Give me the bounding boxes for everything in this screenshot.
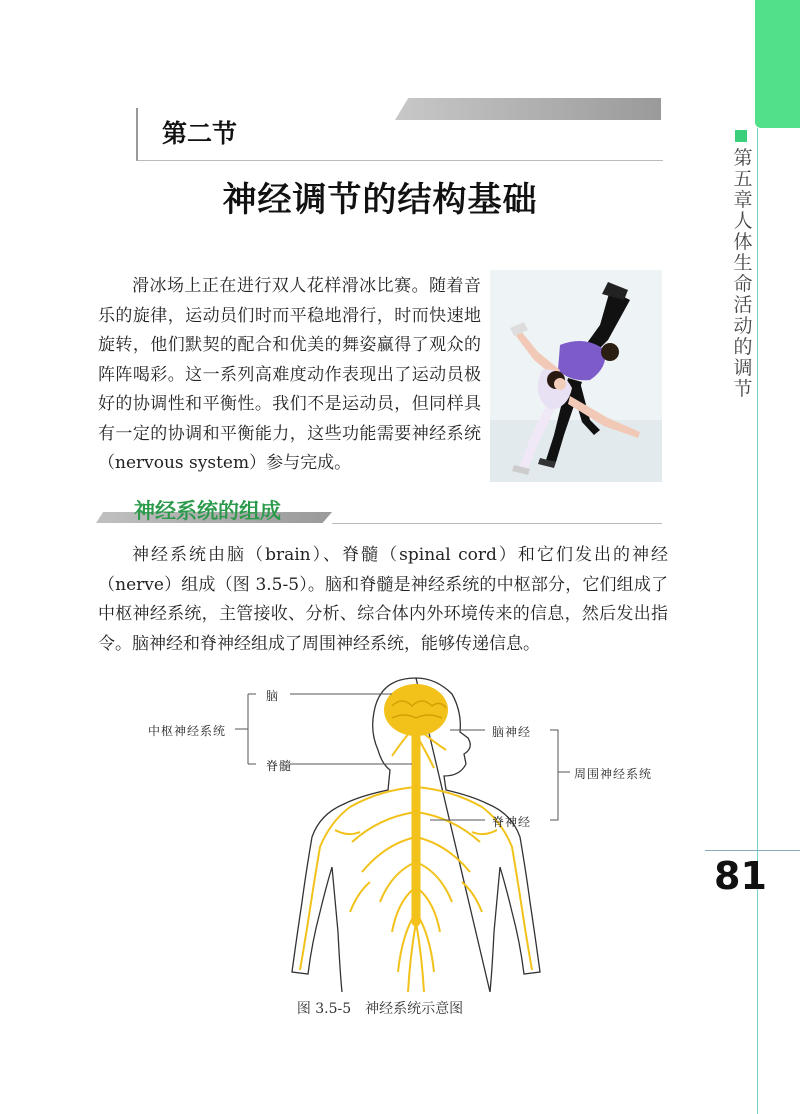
- figure-caption: 图 3.5-5 神经系统示意图: [296, 1001, 464, 1017]
- spinal-cord-label: 脊髓: [266, 759, 293, 773]
- margin-rule: [757, 128, 758, 1114]
- subsection-title: 神经系统的组成: [134, 499, 281, 523]
- cns-label: 中枢神经系统: [148, 724, 227, 738]
- section-label: 第二节: [162, 119, 238, 148]
- spinal-nerve-label: 脊神经: [492, 815, 532, 829]
- figure-skating-photo: [490, 270, 662, 482]
- chapter-marker-icon: [735, 130, 747, 142]
- brain-label: 脑: [266, 689, 280, 703]
- subsection-heading: [96, 495, 662, 529]
- cranial-nerve-label: 脑神经: [492, 725, 532, 739]
- intro-paragraph: 滑冰场上正在进行双人花样滑冰比赛。随着音乐的旋律，运动员们时而平稳地滑行，时而快速地旋转，他们默契的配合和优美的舞姿赢得了观众的阵阵喝彩。这一系列高难度动作表现出了运动员极好的协调性和平衡性。我们不是运动员，但同样具有一定的协调和平衡能力，这些功能需要神经系统（nervous system）参与完成。: [98, 276, 481, 473]
- body-paragraph: 神经系统由脑（brain）、脊髓（spinal cord）和它们发出的神经（nerve）组成（图 3.5-5）。脑和脊髓是神经系统的中枢部分，它们组成了中枢神经系统，主管接收、分析、综合体内外环境传来的信息，然后发出指令。脑神经和脊神经组成了周围神经系统，能够传递信息。: [98, 545, 668, 654]
- page-title: 神经调节的结构基础: [222, 180, 538, 220]
- subsection-rule: [332, 523, 662, 524]
- chapter-color-tab: [755, 0, 800, 128]
- nervous-system-diagram: [130, 672, 690, 992]
- pns-label: 周围神经系统: [574, 767, 653, 781]
- chapter-title: 人体生命活动的调节: [733, 210, 753, 400]
- chapter-number: 第五章: [733, 147, 753, 211]
- nervous-system-drawing: [130, 672, 690, 992]
- page-number: 81: [714, 854, 767, 898]
- page-number-rule: [705, 850, 800, 851]
